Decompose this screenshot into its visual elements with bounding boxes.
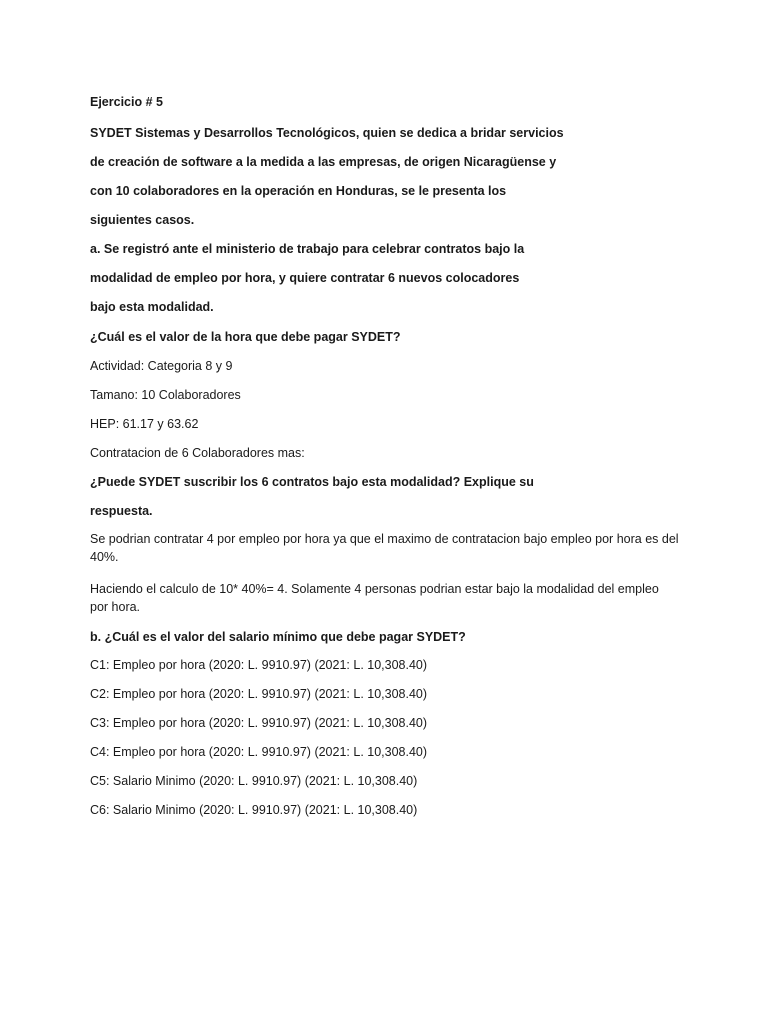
salary-line: C3: Empleo por hora (2020: L. 9910.97) (2021: L. 10,308.40) bbox=[90, 716, 428, 730]
case-a-line: modalidad de empleo por hora, y quiere contratar 6 nuevos colocadores bbox=[90, 271, 520, 285]
intro-line: siguientes casos. bbox=[90, 213, 195, 227]
answer-line: Tamano: 10 Colaboradores bbox=[90, 388, 241, 402]
question-b: b. ¿Cuál es el valor del salario mínimo que debe pagar SYDET? bbox=[90, 630, 466, 644]
answer-line: Contratacion de 6 Colaboradores mas: bbox=[90, 446, 305, 460]
question-a2-line: respuesta. bbox=[90, 504, 153, 518]
salary-line: C1: Empleo por hora (2020: L. 9910.97) (2021: L. 10,308.40) bbox=[90, 658, 428, 672]
question-a1: ¿Cuál es el valor de la hora que debe pagar SYDET? bbox=[90, 330, 401, 344]
intro-line: con 10 colaboradores en la operación en Honduras, se le presenta los bbox=[90, 184, 507, 198]
intro-line: SYDET Sistemas y Desarrollos Tecnológicos, quien se dedica a bridar servicios bbox=[90, 126, 564, 140]
answer-line: Actividad: Categoria 8 y 9 bbox=[90, 359, 233, 373]
question-a2-line: ¿Puede SYDET suscribir los 6 contratos bajo esta modalidad? Explique su bbox=[90, 475, 534, 489]
page-title: Ejercicio # 5 bbox=[90, 95, 163, 109]
answer-paragraph: Haciendo el calculo de 10* 40%= 4. Solamente 4 personas podrian estar bajo la modalidad del empleo por hora. bbox=[90, 582, 659, 614]
salary-line: C5: Salario Minimo (2020: L. 9910.97) (2021: L. 10,308.40) bbox=[90, 774, 418, 788]
intro-line: de creación de software a la medida a las empresas, de origen Nicaragüense y bbox=[90, 155, 557, 169]
case-a-line: bajo esta modalidad. bbox=[90, 300, 214, 314]
answer-paragraph: Se podrian contratar 4 por empleo por hora ya que el maximo de contratacion bajo empleo por hora es del 40%. bbox=[90, 532, 679, 564]
salary-line: C4: Empleo por hora (2020: L. 9910.97) (2021: L. 10,308.40) bbox=[90, 745, 428, 759]
salary-line: C6: Salario Minimo (2020: L. 9910.97) (2021: L. 10,308.40) bbox=[90, 803, 418, 817]
salary-line: C2: Empleo por hora (2020: L. 9910.97) (2021: L. 10,308.40) bbox=[90, 687, 428, 701]
answer-line: HEP: 61.17 y 63.62 bbox=[90, 417, 199, 431]
case-a-line: a. Se registró ante el ministerio de trabajo para celebrar contratos bajo la bbox=[90, 242, 525, 256]
